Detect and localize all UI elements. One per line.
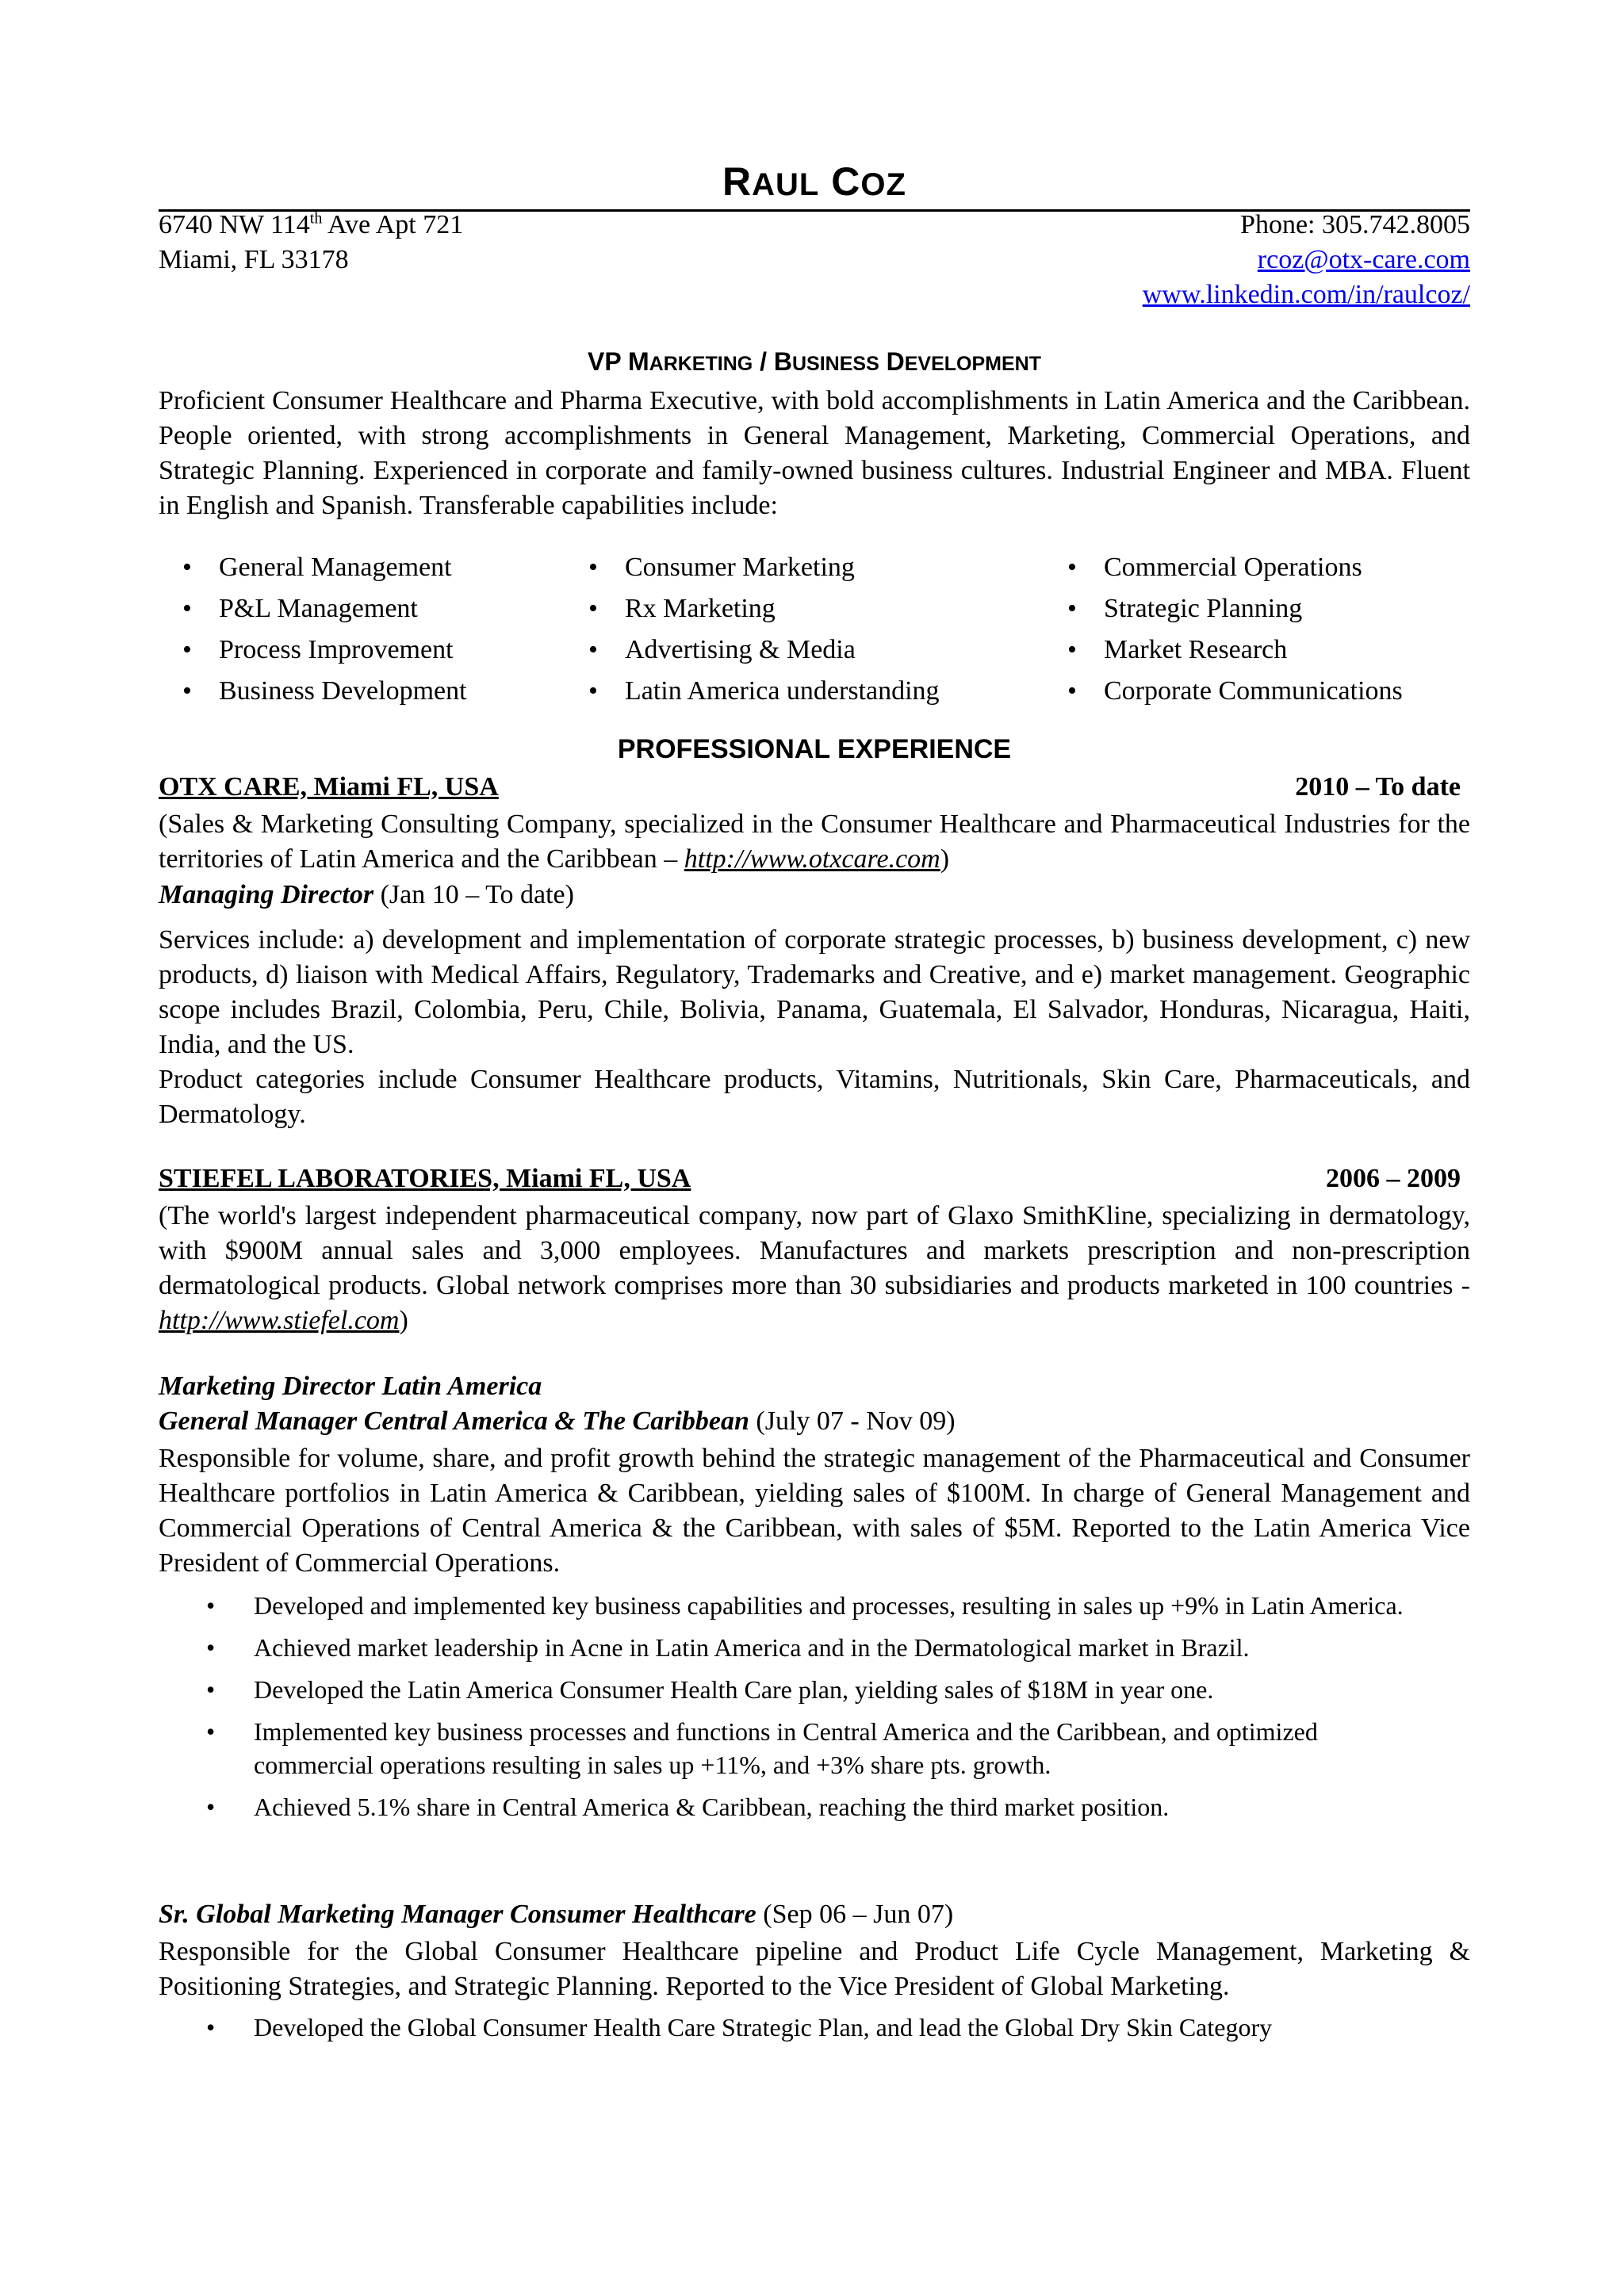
- skill-item: • Market Research: [1067, 629, 1403, 671]
- stiefel-responsibilities: Responsible for volume, share, and profit growth behind the strategic management of the Pharmaceutical and Consumer Healthcare portfolios in Latin America & Caribbean, yielding sales of $100M. In charge of General Management and Commercial Operations of Central America & the Caribbean, with sales of $5M. Reported to the Latin America Vice President of Commercial Operations.: [159, 1444, 1470, 1578]
- company-dates: 2010 – To date: [1295, 772, 1461, 802]
- list-item: • Developed the Latin America Consumer Health Care plan, yielding sales of $18M in year one.: [206, 1673, 1443, 1706]
- linkedin-link[interactable]: www.linkedin.com/in/raulcoz/: [1142, 280, 1470, 309]
- skills-column-2: [588, 547, 940, 712]
- professional-title: VP MARKETING / BUSINESS DEVELOPMENT: [587, 347, 1041, 376]
- company-dates: 2006 – 2009: [1326, 1164, 1461, 1193]
- list-item: • Achieved 5.1% share in Central America & Caribbean, reaching the third market position.: [206, 1790, 1443, 1823]
- summary-paragraph: Proficient Consumer Healthcare and Pharma Executive, with bold accomplishments in Latin America and the Caribbean. People oriented, with strong accomplishments in General Management, Marketing, Commercial Operations, and Strategic Planning. Experienced in corporate and family-owned business cultures. Industrial Engineer and MBA. Fluent in English and Spanish. Transferable capabilities include:: [159, 386, 1470, 520]
- company-description-otx: (Sales & Marketing Consulting Company, specialized in the Consumer Healthcare and Pharmaceutical Industries for the territories of Latin America and the Caribbean – http://www.otxcare.com): [159, 809, 1470, 874]
- skill-item: • Latin America understanding: [588, 671, 940, 712]
- role-general-manager: General Manager Central America & The Caribbean (July 07 - Nov 09): [159, 1406, 956, 1436]
- email-link[interactable]: rcoz@otx-care.com: [1257, 245, 1470, 274]
- company-name: OTX CARE, Miami FL, USA: [159, 772, 499, 802]
- role-managing-director: Managing Director (Jan 10 – To date): [159, 880, 574, 909]
- list-item: • Achieved market leadership in Acne in Latin America and in the Dermatological market in Brazil.: [206, 1631, 1443, 1664]
- skills-column-1: [182, 547, 467, 712]
- section-heading-experience: PROFESSIONAL EXPERIENCE: [617, 734, 1012, 764]
- phone: Phone: 305.742.8005: [1240, 210, 1470, 239]
- skill-item: • Rx Marketing: [588, 588, 940, 629]
- skill-item: • Commercial Operations: [1067, 547, 1403, 588]
- otx-services: Services include: a) development and implementation of corporate strategic processes, b) business development, c) new products, d) liaison with Medical Affairs, Regulatory, Trademarks and Creative, and e) market management. Geographic scope includes Brazil, Colombia, Peru, Chile, Bolivia, Panama, Guatemala, El Salvador, Honduras, Nicaragua, Haiti, India, and the US.: [159, 925, 1470, 1059]
- company-stiefel: [159, 1164, 1470, 1194]
- address-street: 6740 NW 114th Ave Apt 721: [159, 209, 464, 239]
- company-otx: [159, 772, 1470, 802]
- company-description-stiefel: (The world's largest independent pharmaceutical company, now part of Glaxo SmithKline, specializing in dermatology, with $900M annual sales and 3,000 employees. Manufactures and markets prescription and non-prescription dermatological products. Global network comprises more than 30 subsidiaries and products marketed in 100 countries - http://www.stiefel.com): [159, 1201, 1470, 1335]
- otx-products: Product categories include Consumer Healthcare products, Vitamins, Nutritionals, Skin Care, Pharmaceuticals, and Dermatology.: [159, 1065, 1470, 1129]
- skill-item: • General Management: [182, 547, 467, 588]
- role-global-marketing-manager: Sr. Global Marketing Manager Consumer Healthcare (Sep 06 – Jun 07): [159, 1900, 954, 1929]
- skill-item: • Strategic Planning: [1067, 588, 1403, 629]
- otx-website-link[interactable]: http://www.otxcare.com: [684, 844, 940, 874]
- company-name: STIEFEL LABORATORIES, Miami FL, USA: [159, 1164, 691, 1193]
- global-marketing-responsibilities: Responsible for the Global Consumer Healthcare pipeline and Product Life Cycle Management, Marketing & Positioning Strategies, and Strategic Planning. Reported to the Vice President of Global Marketing.: [159, 1937, 1470, 2001]
- candidate-name: RAUL COZ: [722, 159, 906, 204]
- address-city: Miami, FL 33178: [159, 245, 349, 274]
- skill-item: • Advertising & Media: [588, 629, 940, 671]
- global-marketing-achievements: [206, 2011, 1443, 2053]
- role-marketing-director: Marketing Director Latin America: [159, 1372, 542, 1401]
- list-item: • Developed the Global Consumer Health Care Strategic Plan, and lead the Global Dry Skin Category: [206, 2011, 1443, 2044]
- list-item: • Developed and implemented key business capabilities and processes, resulting in sales up +9% in Latin America.: [206, 1589, 1443, 1622]
- skill-item: • Corporate Communications: [1067, 671, 1403, 712]
- skill-item: • Business Development: [182, 671, 467, 712]
- skills-column-3: [1067, 547, 1403, 712]
- skill-item: • Process Improvement: [182, 629, 467, 671]
- skill-item: • P&L Management: [182, 588, 467, 629]
- list-item: • Implemented key business processes and functions in Central America and the Caribbean, and optimized commercial operations resulting in sales up +11%, and +3% share pts. growth.: [206, 1715, 1443, 1781]
- stiefel-website-link[interactable]: http://www.stiefel.com: [159, 1306, 400, 1335]
- skill-item: • Consumer Marketing: [588, 547, 940, 588]
- stiefel-achievements: [206, 1589, 1443, 1832]
